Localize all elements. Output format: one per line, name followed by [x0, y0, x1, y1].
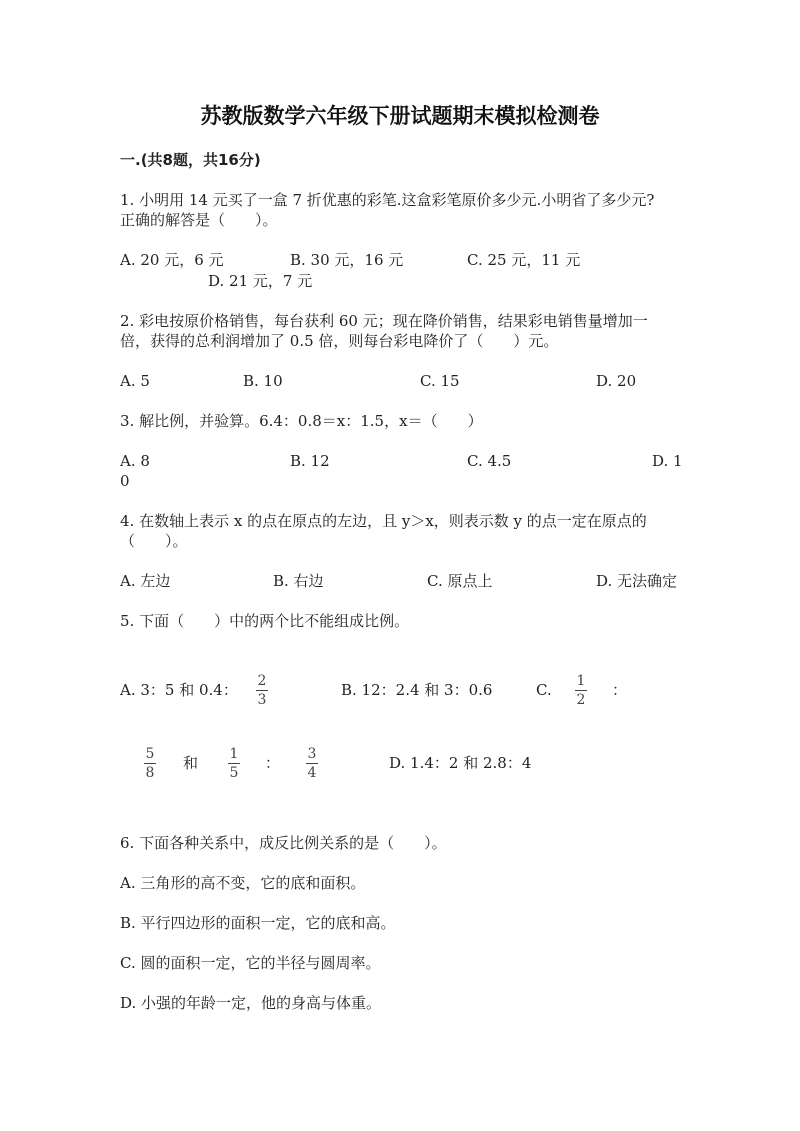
fraction-bar	[575, 690, 587, 691]
fraction-one-half	[575, 673, 587, 708]
question-3-text: 3. 解比例，并验算。6.4：0.8＝x：1.5，x＝（ ）	[120, 412, 483, 430]
fraction-bar	[256, 690, 268, 691]
question-1-option-b: B. 30 元，16 元	[290, 251, 404, 269]
question-4-text: 4. 在数轴上表示 x 的点在原点的左边，且 y＞x，则表示数 y 的点一定在原点的	[120, 512, 647, 530]
and-word: 和	[183, 754, 199, 772]
question-5-option-b: B. 12：2.4 和 3：0.6	[341, 681, 493, 699]
fraction-denominator: 5	[229, 765, 239, 781]
section-heading: 一.(共8题，共16分)	[120, 151, 261, 169]
question-2-text: 2. 彩电按原价格销售，每台获利 60 元；现在降价销售，结果彩电销售量增加一	[120, 312, 648, 330]
question-5-option-a: A. 3：5 和 0.4：	[120, 681, 238, 699]
fraction-numerator: 1	[229, 746, 239, 762]
question-3-option-d: D. 1	[652, 452, 683, 470]
question-6-text: 6. 下面各种关系中，成反比例关系的是（ ）。	[120, 834, 447, 852]
question-5-text: 5. 下面（ ）中的两个比不能组成比例。	[120, 612, 410, 630]
question-4-option-b: B. 右边	[273, 572, 324, 590]
fraction-numerator: 3	[307, 746, 317, 762]
fraction-numerator: 1	[576, 673, 586, 689]
fraction-bar	[228, 763, 240, 764]
fraction-denominator: 8	[145, 765, 155, 781]
fraction-five-eighths	[144, 746, 156, 781]
fraction-numerator: 2	[257, 673, 267, 689]
question-6-option-d: D. 小强的年龄一定，他的身高与体重。	[120, 994, 382, 1012]
fraction-three-quarters	[306, 746, 318, 781]
question-2-option-c: C. 15	[420, 372, 460, 390]
fraction-two-thirds	[256, 673, 268, 708]
question-3-option-d-wrap: 0	[120, 472, 130, 490]
question-2-option-b: B. 10	[243, 372, 283, 390]
question-6-option-c: C. 圆的面积一定，它的半径与圆周率。	[120, 954, 381, 972]
question-6-option-b: B. 平行四边形的面积一定，它的底和高。	[120, 914, 396, 932]
question-3-option-c: C. 4.5	[467, 452, 512, 470]
question-2-option-d: D. 20	[596, 372, 637, 390]
question-6-option-a: A. 三角形的高不变，它的底和面积。	[120, 874, 366, 892]
question-1-option-c: C. 25 元，11 元	[467, 251, 581, 269]
fraction-bar	[306, 763, 318, 764]
question-4-option-a: A. 左边	[120, 572, 171, 590]
fraction-numerator: 5	[145, 746, 155, 762]
question-3-option-a: A. 8	[120, 452, 150, 470]
question-1-option-a: A. 20 元，6 元	[120, 251, 224, 269]
question-4-option-c: C. 原点上	[427, 572, 493, 590]
fraction-denominator: 2	[576, 692, 586, 708]
fraction-one-fifth	[228, 746, 240, 781]
question-3-option-b: B. 12	[290, 452, 330, 470]
ratio-colon: ：	[265, 754, 281, 772]
question-4-option-d: D. 无法确定	[596, 572, 678, 590]
fraction-denominator: 3	[257, 692, 267, 708]
question-5-option-d: D. 1.4：2 和 2.8：4	[389, 754, 532, 772]
fraction-bar	[144, 763, 156, 764]
question-4-text-cont: （ ）。	[120, 532, 188, 550]
question-1-text-cont: 正确的解答是（ ）。	[120, 211, 278, 229]
question-1-text: 1. 小明用 14 元买了一盒 7 折优惠的彩笔.这盒彩笔原价多少元.小明省了多少元?	[120, 191, 655, 209]
question-2-text-cont: 倍，获得的总利润增加了 0.5 倍，则每台彩电降价了（ ）元。	[120, 332, 559, 350]
question-1-option-d: D. 21 元，7 元	[208, 272, 313, 290]
ratio-colon: ：	[612, 681, 628, 699]
question-2-option-a: A. 5	[120, 372, 150, 390]
question-5-option-c: C.	[536, 681, 552, 699]
page-title: 苏教版数学六年级下册试题期末模拟检测卷	[200, 104, 600, 128]
fraction-denominator: 4	[307, 765, 317, 781]
